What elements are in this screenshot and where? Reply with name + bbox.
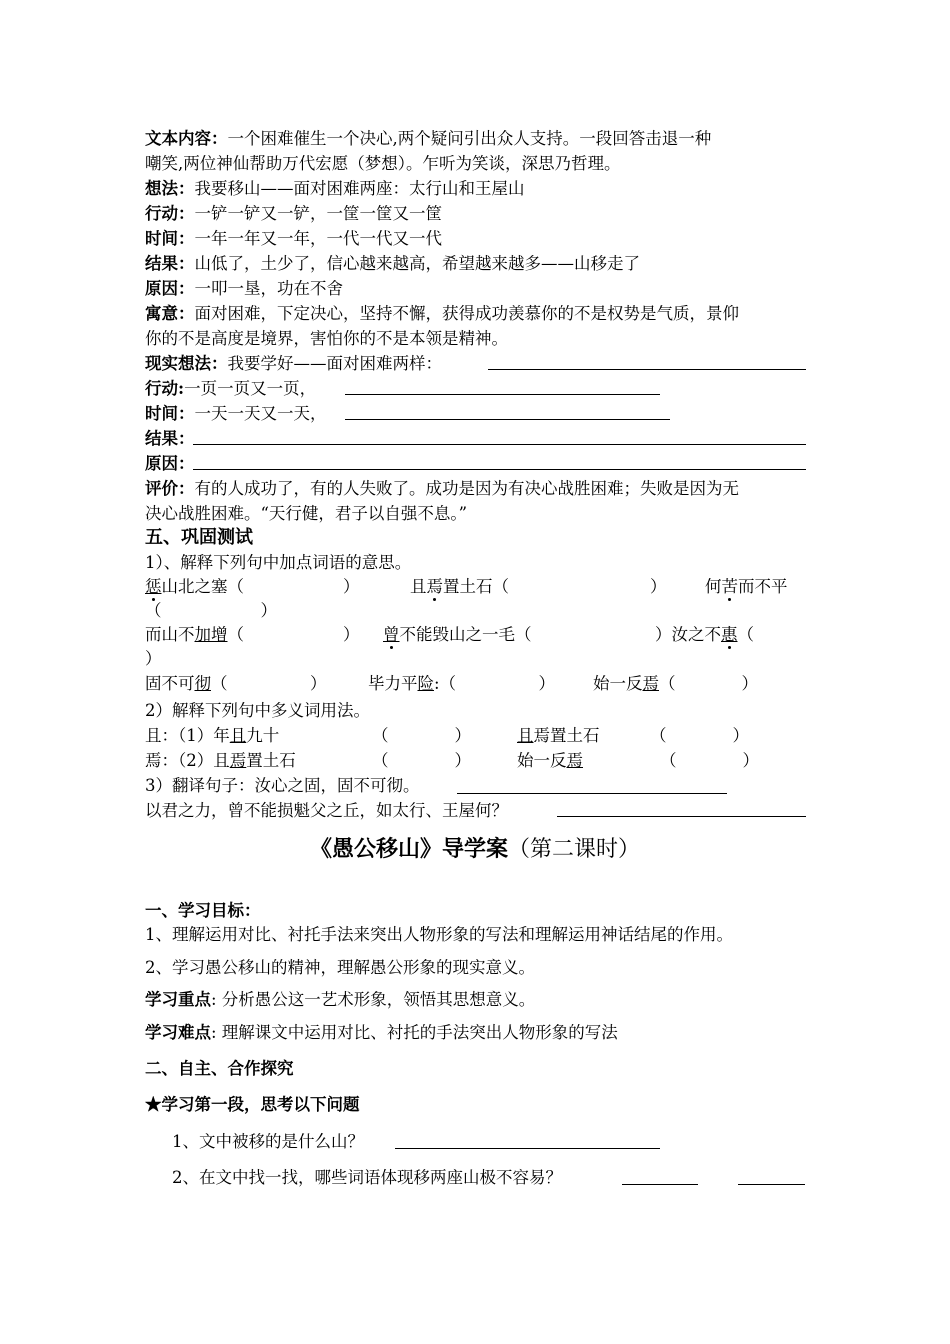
evaluation-line1: 评价：有的人成功了，有的人失败了。成功是因为有决心战胜困难；失败是因为无 bbox=[145, 479, 739, 498]
real-action-line: 行动:一页一页又一页， bbox=[145, 379, 317, 398]
q2-row1-b-paren: （ ） bbox=[650, 726, 749, 745]
q3-line2: 以君之力，曾不能损魁父之丘，如太行、王屋何？ bbox=[145, 801, 508, 820]
q1-item-f: ）汝之不惠（ bbox=[655, 625, 754, 644]
q1-item-d: 而山不加增（ ） bbox=[145, 625, 360, 644]
q2-row1-a: 且：（1）年且九十 bbox=[145, 726, 280, 745]
study-q2-blank-1[interactable] bbox=[622, 1184, 698, 1185]
q2-row1-b: 且焉置土石 bbox=[517, 726, 600, 745]
study-q1: 1、文中被移的是什么山？ bbox=[172, 1132, 364, 1151]
real-time-blank[interactable] bbox=[345, 419, 670, 420]
reason-line: 原因：一叩一垦，功在不舍 bbox=[145, 279, 343, 298]
moral-line1: 寓意：面对困难，下定决心，坚持不懈，获得成功羡慕你的不是权势是气质，景仰 bbox=[145, 304, 739, 323]
text-content-label: 文本内容： bbox=[145, 129, 228, 148]
page-title: 《愚公移山》导学案（第二课时） bbox=[309, 837, 641, 862]
time-line: 时间：一年一年又一年，一代一代又一代 bbox=[145, 229, 442, 248]
real-action-blank[interactable] bbox=[345, 394, 660, 395]
real-idea-line: 现实想法：我要学好——面对困难两样： bbox=[145, 354, 442, 373]
q2-row1-a-paren: （ ） bbox=[372, 726, 471, 745]
study-heading: ★学习第一段，思考以下问题 bbox=[145, 1095, 360, 1114]
result-line: 结果：山低了，土少了，信心越来越高，希望越来越多——山移走了 bbox=[145, 254, 640, 273]
q2-row2-b-paren: （ ） bbox=[660, 751, 759, 770]
q2-row2-a-paren: （ ） bbox=[372, 751, 471, 770]
study-q2: 2、在文中找一找，哪些词语体现移两座山极不容易？ bbox=[172, 1168, 562, 1187]
real-reason-line: 原因： bbox=[145, 454, 195, 473]
q2-row2-a: 焉：（2）且焉置土石 bbox=[145, 751, 296, 770]
goal-item-2: 2、学习愚公移山的精神，理解愚公形象的现实意义。 bbox=[145, 958, 535, 977]
real-result-line: 结果： bbox=[145, 429, 195, 448]
action-line: 行动：一铲一铲又一铲，一筐一筐又一筐 bbox=[145, 204, 442, 223]
q1-item-c-paren: （ ） bbox=[145, 601, 277, 620]
q1-item-e: 曾不能毁山之一毛（ bbox=[383, 625, 532, 644]
moral-line2: 你的不是高度是境界，害怕你的不是本领是精神。 bbox=[145, 329, 508, 348]
section2-heading: 二、自主、合作探究 bbox=[145, 1059, 294, 1078]
study-q1-blank[interactable] bbox=[395, 1148, 660, 1149]
idea-line: 想法：我要移山——面对困难两座：太行山和王屋山 bbox=[145, 179, 525, 198]
study-q2-blank-2[interactable] bbox=[738, 1184, 805, 1185]
q1-item-g: 固不可彻（ ） bbox=[145, 674, 327, 693]
evaluation-line2: 决心战胜困难。“天行健，君子以自强不息。” bbox=[145, 504, 468, 523]
q1-item-c: 何苦而不平 bbox=[705, 577, 788, 596]
q2-prompt: 2）解释下列句中多义词用法。 bbox=[145, 701, 370, 720]
q1-item-f-close: ） bbox=[145, 649, 162, 668]
key-point: 学习重点: 分析愚公这一艺术形象，领悟其思想意义。 bbox=[145, 990, 536, 1009]
q1-prompt: 1）、解释下列句中加点词语的意思。 bbox=[145, 553, 412, 572]
q1-item-i: 始一反焉（ ） bbox=[593, 674, 758, 693]
text-content-line1: 文本内容：一个困难催生一个决心,两个疑问引出众人支持。一段回答击退一种 bbox=[145, 129, 712, 148]
q1-item-b-close: ） bbox=[650, 577, 667, 596]
q3-blank2[interactable] bbox=[557, 816, 806, 817]
real-idea-blank[interactable] bbox=[488, 369, 806, 370]
section5-heading: 五、巩固测试 bbox=[145, 527, 253, 548]
difficult-point: 学习难点: 理解课文中运用对比、衬托的手法突出人物形象的写法 bbox=[145, 1023, 618, 1042]
goal-item-1: 1、理解运用对比、衬托手法来突出人物形象的写法和理解运用神话结尾的作用。 bbox=[145, 925, 733, 944]
real-result-blank[interactable] bbox=[193, 444, 806, 445]
q2-row2-b: 始一反焉 bbox=[517, 751, 583, 770]
real-time-line: 时间：一天一天又一天， bbox=[145, 404, 327, 423]
text-content-line2: 嘲笑,两位神仙帮助万代宏愿（梦想）。乍听为笑谈，深思乃哲理。 bbox=[145, 154, 621, 173]
q3-prompt: 3）翻译句子：汝心之固，固不可彻。 bbox=[145, 776, 420, 795]
real-reason-blank[interactable] bbox=[193, 469, 806, 470]
q1-item-b: 且焉置土石（ bbox=[410, 577, 509, 596]
q1-item-h: 毕力平险:（ ） bbox=[368, 674, 556, 693]
goals-heading: 一、学习目标： bbox=[145, 901, 261, 920]
q1-item-a: 惩山北之塞（ ） bbox=[145, 577, 360, 596]
q3-blank1[interactable] bbox=[457, 793, 727, 794]
